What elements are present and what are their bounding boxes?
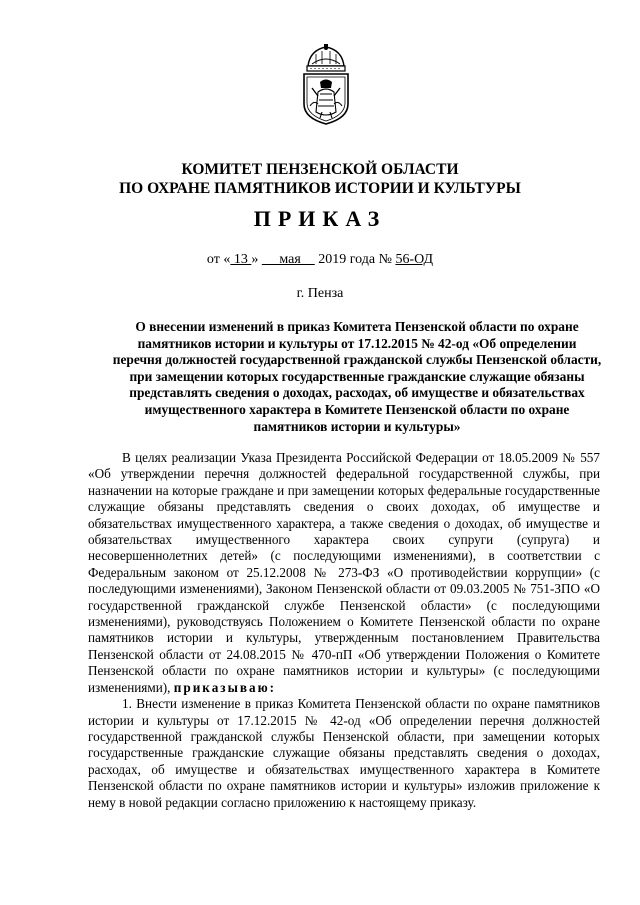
clause-1-paragraph: 1. Внести изменение в приказ Комитета Пензенской области по охране памятников истории и культуры от 17.12.2015 № 42-од «Об определении перечня должностей государственной гражданской службы Пензенской области, при замещении которых государственные гражданские служащие обязаны представлять сведения о доходах, расходах, об имуществе и обязательствах имущественного характера в Комитете Пензенской области по охране памятников истории и культуры» изложив приложение к нему в новой редакции согласно приложению к настоящему приказу.	[88, 696, 600, 810]
date-mid: »	[251, 252, 262, 267]
date-day: 13	[230, 252, 252, 267]
committee-name-line-1: КОМИТЕТ ПЕНЗЕНСКОЙ ОБЛАСТИ	[181, 161, 459, 178]
order-date-line	[0, 252, 640, 268]
date-year: 2019 года №	[314, 252, 396, 267]
committee-name-line-2: ПО ОХРАНЕ ПАМЯТНИКОВ ИСТОРИИ И КУЛЬТУРЫ	[119, 180, 521, 197]
preamble-paragraph	[88, 450, 600, 696]
order-title: ПРИКАЗ	[253, 206, 387, 231]
preamble-text: В целях реализации Указа Президента Российской Федерации от 18.05.2009 № 557 «Об утверждении перечня должностей федеральной государственной службы, при назначении на которые граждане и при замещении которых федеральные государственные служащие обязаны представлять сведения о своих доходах, об имуществе и обязательствах имущественного характера, а также сведения о доходах, об имуществе и обязательствах имущественного характера своих супруги (супруга) и несовершеннолетних детей» (с последующими изменениями), в соответствии с Федеральным законом от 25.12.2008 № 273-ФЗ «О противодействии коррупции» (с последующими изменениями), Законом Пензенской области от 09.03.2005 № 751-ЗПО «О государственной гражданской службе Пензенской области» (с последующими изменениями), руководствуясь Положением о Комитете Пензенской области по охране памятников истории и культуры, утвержденным постановлением Правительства Пензенской области от 24.08.2015 № 470-пП «Об утверждении Положения о Комитете Пензенской области по охране памятников истории и культуры» (с последующими изменениями),	[88, 450, 600, 695]
order-word: приказываю:	[173, 679, 277, 695]
date-prefix: от «	[206, 252, 231, 267]
order-subject: О внесении изменений в приказ Комитета Пензенской области по охране памятников истории и культуры от 17.12.2015 № 42-од «Об определении перечня должностей государственной гражданской службы Пензенской области, при замещении которых государственные гражданские служащие обязаны представлять сведения о доходах, расходах, об имуществе и обязательствах имущественного характера в Комитете Пензенской области по охране памятников истории и культуры»	[112, 319, 602, 434]
order-body	[88, 450, 600, 811]
date-month: мая	[261, 252, 315, 267]
city: г. Пенза	[296, 286, 344, 301]
coat-of-arms-icon	[298, 44, 354, 126]
order-number: 56-ОД	[395, 252, 434, 267]
